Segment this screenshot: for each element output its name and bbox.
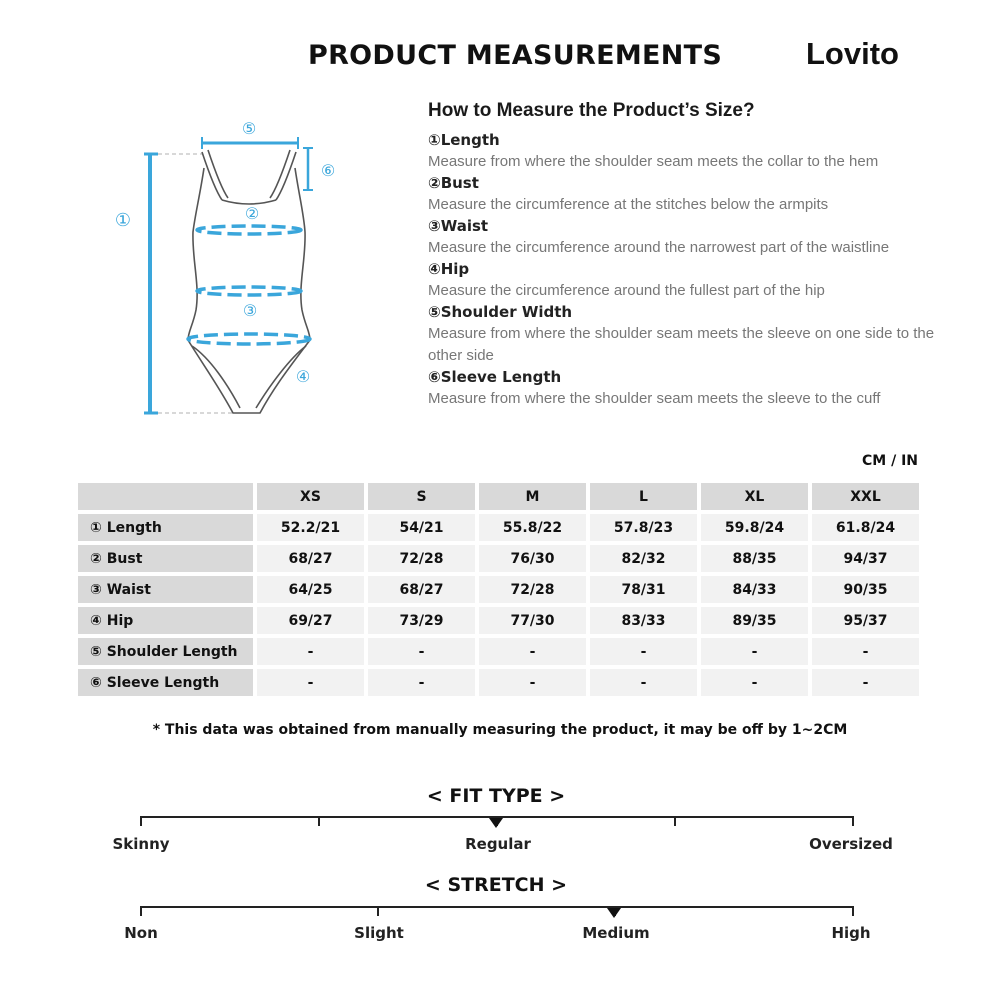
table-row <box>78 669 919 696</box>
table-cell: 69/27 <box>257 607 364 634</box>
table-cell: 68/27 <box>368 576 475 603</box>
stretch-label-non: Non <box>124 924 158 942</box>
bust-indicator <box>197 226 301 234</box>
table-corner <box>78 483 253 510</box>
table-cell: 59.8/24 <box>701 514 808 541</box>
table-row <box>78 545 919 572</box>
label-shoulder: ⑤ <box>241 119 257 138</box>
stretch-label-medium: Medium <box>582 924 650 942</box>
label-waist: ③ <box>242 301 258 320</box>
instruction-bust <box>428 173 968 216</box>
row-label: ⑥ Sleeve Length <box>78 669 253 696</box>
instruction-title: ⑥Sleeve Length <box>428 368 562 386</box>
stretch-label-slight: Slight <box>354 924 404 942</box>
table-cell: - <box>368 669 475 696</box>
swimsuit-diagram <box>100 110 360 430</box>
waist-indicator <box>197 287 301 295</box>
scale-tick <box>140 816 142 826</box>
scale-tick <box>318 816 320 826</box>
instruction-title: ⑤Shoulder Width <box>428 303 573 321</box>
instruction-title: ①Length <box>428 131 500 149</box>
table-cell: 72/28 <box>368 545 475 572</box>
table-row <box>78 607 919 634</box>
table-cell: 64/25 <box>257 576 364 603</box>
measure-instructions <box>428 100 968 410</box>
table-cell: - <box>479 669 586 696</box>
unit-label: CM / IN <box>862 453 918 469</box>
fit-selected-marker <box>489 818 503 828</box>
stretch-scale <box>140 906 854 936</box>
brand-logo: Lovito <box>806 36 899 71</box>
size-header: XS <box>257 483 364 510</box>
table-cell: 73/29 <box>368 607 475 634</box>
instruction-sleeve <box>428 367 968 410</box>
table-cell: 84/33 <box>701 576 808 603</box>
instruction-desc: Measure from where the shoulder seam meets the collar to the hem <box>428 153 879 170</box>
table-cell: - <box>257 669 364 696</box>
table-cell: 52.2/21 <box>257 514 364 541</box>
instruction-title: ②Bust <box>428 174 479 192</box>
table-cell: - <box>701 638 808 665</box>
table-cell: 82/32 <box>590 545 697 572</box>
size-table <box>74 479 923 700</box>
page-title: PRODUCT MEASUREMENTS <box>308 40 723 71</box>
size-header: M <box>479 483 586 510</box>
table-cell: 78/31 <box>590 576 697 603</box>
label-hip: ④ <box>295 367 311 386</box>
size-header: S <box>368 483 475 510</box>
table-cell: 83/33 <box>590 607 697 634</box>
table-cell: 72/28 <box>479 576 586 603</box>
table-cell: - <box>479 638 586 665</box>
instruction-desc: Measure from where the shoulder seam meets the sleeve on one side to the other side <box>428 325 935 364</box>
fit-label-regular: Regular <box>465 835 531 853</box>
table-header-row <box>78 483 919 510</box>
instruction-title: ④Hip <box>428 260 470 278</box>
table-cell: 61.8/24 <box>812 514 919 541</box>
table-cell: - <box>257 638 364 665</box>
table-cell: - <box>368 638 475 665</box>
table-row <box>78 576 919 603</box>
scale-tick <box>674 816 676 826</box>
table-cell: - <box>812 669 919 696</box>
stretch-label-high: High <box>831 924 871 942</box>
label-sleeve: ⑥ <box>320 161 336 180</box>
table-cell: 54/21 <box>368 514 475 541</box>
table-cell: - <box>590 638 697 665</box>
fit-label-skinny: Skinny <box>112 835 170 853</box>
table-row <box>78 638 919 665</box>
row-label: ① Length <box>78 514 253 541</box>
table-cell: 95/37 <box>812 607 919 634</box>
table-cell: 88/35 <box>701 545 808 572</box>
instructions-heading: How to Measure the Product’s Size? <box>428 100 755 121</box>
instruction-title: ③Waist <box>428 217 489 235</box>
table-cell: 76/30 <box>479 545 586 572</box>
scale-tick <box>377 906 379 916</box>
table-cell: 57.8/23 <box>590 514 697 541</box>
instruction-desc: Measure the circumference around the fullest part of the hip <box>428 282 825 299</box>
row-label: ④ Hip <box>78 607 253 634</box>
table-cell: 55.8/22 <box>479 514 586 541</box>
stretch-title: < STRETCH > <box>424 874 568 896</box>
scale-tick <box>852 816 854 826</box>
instruction-hip <box>428 259 968 302</box>
instruction-length <box>428 130 968 173</box>
size-header: XL <box>701 483 808 510</box>
scale-tick <box>852 906 854 916</box>
size-header: L <box>590 483 697 510</box>
table-cell: 68/27 <box>257 545 364 572</box>
stretch-selected-marker <box>607 908 621 918</box>
instruction-desc: Measure the circumference at the stitches below the armpits <box>428 196 829 213</box>
table-cell: - <box>590 669 697 696</box>
size-header: XXL <box>812 483 919 510</box>
stretch-scale-line <box>140 906 854 908</box>
scale-tick <box>140 906 142 916</box>
label-bust: ② <box>244 204 260 223</box>
measurement-note: * This data was obtained from manually measuring the product, it may be off by 1~2CM <box>152 722 848 738</box>
table-cell: 89/35 <box>701 607 808 634</box>
fit-label-oversized: Oversized <box>809 835 893 853</box>
fit-type-title: < FIT TYPE > <box>426 785 566 807</box>
table-cell: 90/35 <box>812 576 919 603</box>
row-label: ⑤ Shoulder Length <box>78 638 253 665</box>
hip-indicator <box>188 334 310 344</box>
instruction-desc: Measure the circumference around the narrowest part of the waistline <box>428 239 890 256</box>
instruction-waist <box>428 216 968 259</box>
table-cell: - <box>701 669 808 696</box>
instruction-desc: Measure from where the shoulder seam meets the sleeve to the cuff <box>428 390 881 407</box>
row-label: ③ Waist <box>78 576 253 603</box>
label-length: ① <box>114 210 132 231</box>
table-row <box>78 514 919 541</box>
table-cell: - <box>812 638 919 665</box>
table-cell: 94/37 <box>812 545 919 572</box>
row-label: ② Bust <box>78 545 253 572</box>
instruction-shoulder <box>428 302 968 367</box>
table-cell: 77/30 <box>479 607 586 634</box>
